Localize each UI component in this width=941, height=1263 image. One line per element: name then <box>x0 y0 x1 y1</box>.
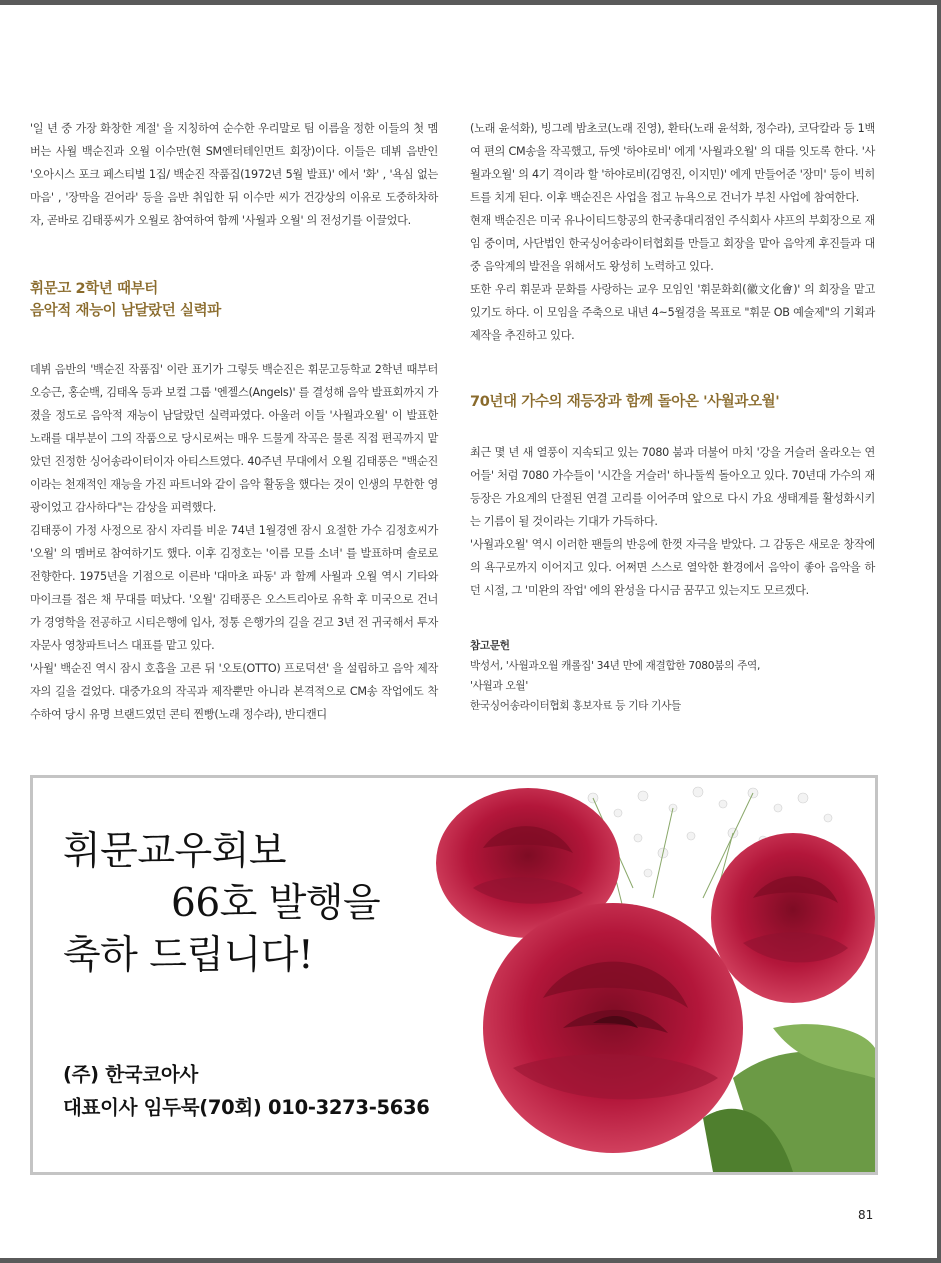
right-paragraph-2: 현재 백순진은 미국 유나이티드항공의 한국총대리점인 주식회사 샤프의 부회장으로 재임 중이며, 사단법인 한국싱어송라이터협회를 만들고 회장을 맡아 음악계 후진들과 대중 음악계의 발전을 위해서도 왕성히 노력하고 있다. <box>470 214 875 273</box>
ad-title-line-2: 66호 발행을 <box>171 881 381 926</box>
ad-title-line-1: 휘문교우회보 <box>63 829 287 874</box>
right-column <box>470 117 875 716</box>
references-title: 참고문헌 <box>470 640 510 652</box>
ad-company-name: (주) 한국코아사 <box>63 1063 198 1086</box>
reference-line-2: '사월과 오월' <box>470 680 528 692</box>
right-paragraph-5: '사월과오월' 역시 이러한 팬들의 반응에 한껏 자극을 받았다. 그 감동은 새로운 창작에의 욕구로까지 이어지고 있다. 어쩌면 스스로 열악한 환경에서 음악이 좋아 음악을 하던 시절, 그 '미완의 작업' 에의 완성을 다시금 꿈꾸고 있는지도 모르겠다. <box>470 538 875 597</box>
right-paragraph-1: (노래 윤석화), 빙그레 밤초코(노래 진영), 환타(노래 윤석화, 정수라), 코닥칼라 등 1백여 편의 CM송을 작곡했고, 듀엣 '하야로비' 에게 '사월과오월' 의 대를 잇도록 한다. '사월과오월' 의 4기 격이라 할 '하야로비(김영진, 이지민)' 에게 만들어준 '장미' 등이 빅히트를 치게 된다. 이후 백순진은 사업을 접고 뉴욕으로 건너가 부친 사업에 참여한다. <box>470 122 875 204</box>
reference-line-3: 한국싱어송라이터협회 홍보자료 등 기타 기사들 <box>470 700 681 712</box>
left-paragraph-2: 데뷔 음반의 '백순진 작품집' 이란 표기가 그렇듯 백순진은 휘문고등학교 2학년 때부터 오승근, 홍순백, 김태옥 등과 보컬 그룹 '엔젤스(Angels)' 를 결성해 음악 발표회까지 가졌을 정도로 음악적 재능이 남달랐던 실력파였다. 아울러 이들 '사월과오월' 이 발표한 노래를 대부분이 그의 작품으로 당시로써는 매우 드물게 작곡은 물론 직접 편곡까지 맡았던 진정한 싱어송라이터이자 아티스트였다. 40주년 무대에서 오월 김태풍은 "백순진이라는 천재적인 재능을 가진 파트너와 같이 음악 활동을 했다는 것이 인생의 무한한 영광이었고 감사하다"는 감상을 피력했다. <box>30 363 438 514</box>
right-paragraph-4: 최근 몇 년 새 열풍이 지속되고 있는 7080 붐과 더불어 마치 '강을 거슬러 올라오는 연어들' 처럼 7080 가수들이 '시간을 거슬러' 하나둘씩 돌아오고 있다. 70년대 가수의 재등장은 가요계의 단절된 연결 고리를 이어주며 앞으로 다시 가요 생태계를 활성화시키는 기름이 될 것이라는 기대가 가득하다. <box>470 446 875 528</box>
right-section-heading: 70년대 가수의 재등장과 함께 돌아온 '사월과오월' <box>470 394 780 410</box>
left-paragraph-3: 김태풍이 가정 사정으로 잠시 자리를 비운 74년 1월경엔 잠시 요절한 가수 김정호씨가 '오월' 의 멤버로 참여하기도 했다. 이후 김정호는 '이름 모를 소녀' 를 발표하며 솔로로 전향한다. 1975년을 기점으로 이른바 '대마초 파동' 과 함께 사월과 오월 역시 기타와 마이크를 접은 채 무대를 떠났다. '오월' 김태풍은 오스트리아로 유학 후 미국으로 건너가 경영학을 전공하고 시티은행에 입사, 정통 은행가의 길을 걷고 3년 전 귀국해서 투자자문사 영창파트너스 대표를 맡고 있다. <box>30 524 438 652</box>
ad-company-info <box>63 1058 430 1124</box>
left-column <box>30 117 438 726</box>
roses-image <box>433 778 875 1172</box>
ad-contact: 대표이사 임두묵(70회) 010-3273-5636 <box>63 1096 430 1119</box>
ad-title-line-3: 축하 드립니다! <box>63 933 314 978</box>
right-paragraph-3: 또한 우리 휘문과 문화를 사랑하는 교우 모임인 '휘문화회(徽文化會)' 의 회장을 맡고 있기도 하다. 이 모임을 주축으로 내년 4~5월경을 목표로 "휘문 OB 예술제"의 기획과 제작을 추진하고 있다. <box>470 283 875 342</box>
left-heading-line-2: 음악적 재능이 남달랐던 실력파 <box>30 303 221 319</box>
reference-line-1: 박성서, '사월과오월 캐롤집' 34년 만에 재결합한 7080붐의 주역, <box>470 660 761 672</box>
left-section-heading <box>30 278 438 322</box>
page-number: 81 <box>858 1208 874 1222</box>
left-paragraph-1: '일 년 중 가장 화창한 계절' 을 지칭하여 순수한 우리말로 팀 이름을 정한 이들의 첫 멤버는 사월 백순진과 오월 이수만(현 SM엔터테인먼트 회장)이다. 이들은 데뷔 음반인 '오아시스 포크 페스티벌 1집/ 백순진 작품집(1972년 5월 발표)' 에서 '화' , '욕심 없는 마음' , '장막을 걷어라' 등을 음반 취입한 뒤 이수만 씨가 건강상의 이유로 도중하차하자, 곧바로 김태풍씨가 오월로 참여하여 함께 '사월과 오월' 의 전성기를 이끌었다. <box>30 122 438 227</box>
left-heading-line-1: 휘문고 2학년 때부터 <box>30 281 158 297</box>
congratulation-ad <box>30 775 878 1175</box>
magazine-page <box>0 5 937 1258</box>
left-paragraph-4: '사월' 백순진 역시 잠시 호흡을 고른 뒤 '오토(OTTO) 프로덕션' 을 설립하고 음악 제작자의 길을 걸었다. 대중가요의 작곡과 제작뿐만 아니라 본격적으로 CM송 작업에도 착수하여 당시 유명 브랜드였던 콘티 찐빵(노래 정수라), 반디캔디 <box>30 662 438 721</box>
references <box>470 636 875 716</box>
ad-title <box>63 826 380 982</box>
